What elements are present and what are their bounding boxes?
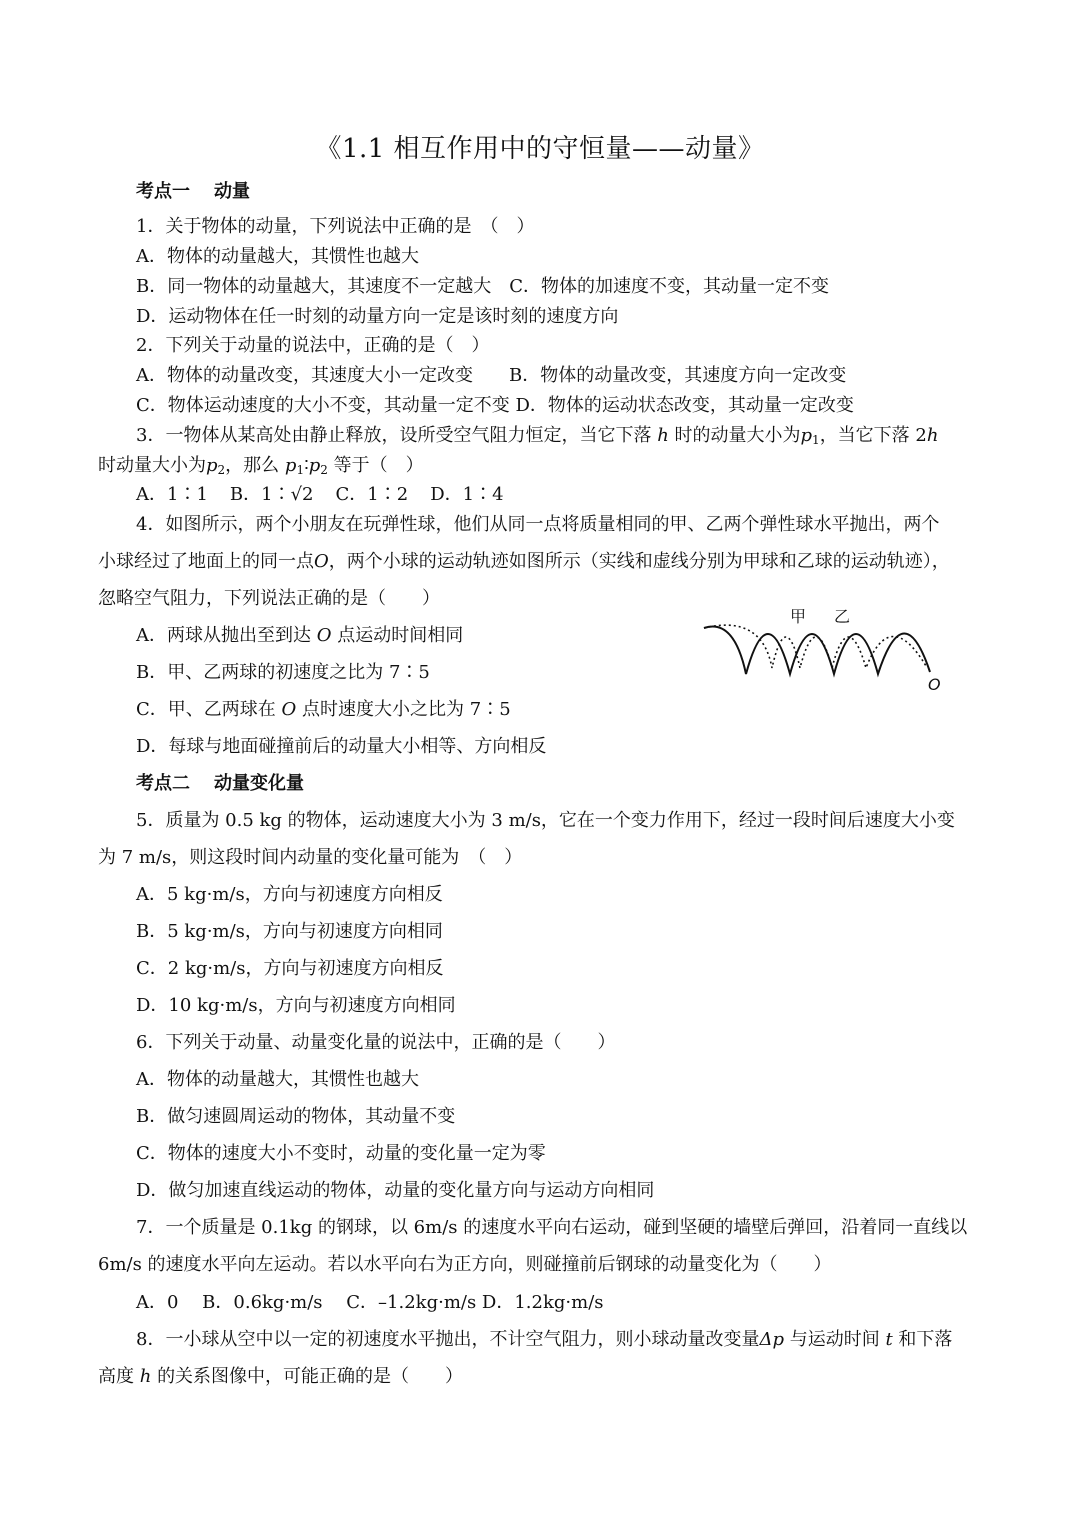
text-run: 时的动量大小为: [674, 425, 801, 446]
question-7-line-2: 6m/s 的速度水平向左运动。若以水平向右为正方向，则碰撞前后钢球的动量变化为（ ）: [98, 1254, 832, 1275]
subscript: 2: [320, 463, 328, 477]
section-label: 考点一: [136, 181, 190, 202]
question-8-line-1: [136, 1328, 982, 1352]
text-run: ，当它下落 2: [819, 425, 927, 446]
text-run: 点时速度大小之比为 7∶5: [302, 699, 511, 720]
question-1-option-a: A．物体的动量越大，其惯性也越大: [136, 246, 419, 267]
question-4-line-3: 忽略空气阻力，下列说法正确的是（ ）: [98, 588, 440, 609]
text-run: 小球经过了地面上的同一点: [98, 551, 314, 572]
question-1-options-bc: B．同一物体的动量越大，其速度不一定越大 C．物体的加速度不变，其动量一定不变: [136, 276, 829, 297]
text-run: 8．一小球从空中以一定的初速度水平抛出，不计空气阻力，则小球动量改变量: [136, 1329, 760, 1350]
section-name: 动量变化量: [214, 773, 304, 794]
question-8-line-2: [98, 1365, 982, 1389]
option-d: D．1∶4: [430, 484, 504, 505]
text-run: A．两球从抛出至到达: [136, 625, 311, 646]
label-jia: 甲: [790, 607, 807, 626]
question-4-option-d: D．每球与地面碰撞前后的动量大小相等、方向相反: [136, 736, 547, 757]
trajectory-jia-solid: [704, 626, 930, 674]
question-5-line-2: 为 7 m/s，则这段时间内动量的变化量可能为 （ ）: [98, 847, 523, 868]
var-o: O: [281, 699, 297, 720]
question-6-stem: 6．下列关于动量、动量变化量的说法中，正确的是（ ）: [136, 1032, 616, 1053]
question-6-option-a: A．物体的动量越大，其惯性也越大: [136, 1069, 419, 1090]
question-5-option-d: D．10 kg·m/s，方向与初速度方向相同: [136, 995, 456, 1016]
label-point-o: O: [928, 675, 941, 694]
question-5-option-a: A．5 kg·m/s，方向与初速度方向相反: [136, 884, 443, 905]
text-run: 和下落: [898, 1329, 953, 1350]
question-3-options: [136, 483, 982, 507]
question-6-option-c: C．物体的速度大小不变时，动量的变化量一定为零: [136, 1143, 546, 1164]
question-4-line-1: 4．如图所示，两个小朋友在玩弹性球，他们从同一点将质量相同的甲、乙两个弹性球水平抛出，两个: [136, 514, 940, 535]
var-t: t: [885, 1329, 893, 1350]
question-5-line-1: 5．质量为 0.5 kg 的物体，运动速度大小为 3 m/s，它在一个变力作用下，经过一段时间后速度大小变: [136, 810, 955, 831]
subscript: 2: [217, 463, 226, 477]
text-run: 时动量大小为: [98, 455, 206, 476]
var-p: p: [284, 455, 297, 476]
section-heading-1: [136, 180, 982, 204]
subscript: 1: [812, 433, 820, 447]
question-5-option-c: C．2 kg·m/s，方向与初速度方向相反: [136, 958, 444, 979]
question-3-line-2: [98, 454, 982, 482]
section-name: 动量: [214, 181, 250, 202]
section-label: 考点二: [136, 773, 190, 794]
question-1-stem: 1．关于物体的动量，下列说法中正确的是 （ ）: [136, 216, 535, 237]
var-h: h: [657, 425, 669, 446]
option-b: B．1∶√2: [229, 484, 314, 505]
bouncing-balls-figure: [700, 600, 950, 700]
question-7-options: A．0 B．0.6kg·m/s C．–1.2kg·m/s D．1.2kg·m/s: [136, 1292, 604, 1313]
question-7-line-1: 7．一个质量是 0.1kg 的钢球，以 6m/s 的速度水平向右运动，碰到坚硬的墙壁后弹回，沿着同一直线以: [136, 1217, 968, 1238]
question-4-option-c: [136, 698, 680, 722]
var-delta-p: Δp: [759, 1329, 784, 1350]
option-a: A．1∶1: [136, 484, 208, 505]
var-p: p: [800, 425, 813, 446]
subscript: 1: [296, 463, 305, 477]
text-run: ∶: [304, 455, 309, 476]
text-run: 3．一物体从某高处由静止释放，设所受空气阻力恒定，当它下落: [136, 425, 652, 446]
text-run: ，那么: [225, 455, 280, 476]
text-run: ，两个小球的运动轨迹如图所示（实线和虚线分别为甲球和乙球的运动轨迹），: [328, 551, 950, 572]
page-title: 《1.1 相互作用中的守恒量——动量》: [315, 134, 765, 164]
var-p: p: [206, 455, 218, 476]
text-run: 与运动时间: [789, 1329, 880, 1350]
question-1-option-d: D．运动物体在任一时刻的动量方向一定是该时刻的速度方向: [136, 306, 619, 327]
question-2-options-cd: C．物体运动速度的大小不变，其动量一定不变 D．物体的运动状态改变，其动量一定改变: [136, 395, 854, 416]
question-3-line-1: [136, 424, 982, 452]
question-5-option-b: B．5 kg·m/s，方向与初速度方向相同: [136, 921, 443, 942]
text-run: 等于（ ）: [333, 455, 424, 476]
text-run: C．甲、乙两球在: [136, 699, 276, 720]
question-4-line-2: [98, 550, 982, 574]
question-6-option-b: B．做匀速圆周运动的物体，其动量不变: [136, 1106, 456, 1127]
question-4-option-b: B．甲、乙两球的初速度之比为 7∶5: [136, 662, 430, 683]
question-2-stem: 2．下列关于动量的说法中，正确的是（ ）: [136, 335, 490, 356]
question-2-options-ab: A．物体的动量改变，其速度大小一定改变 B．物体的动量改变，其速度方向一定改变: [136, 365, 847, 386]
question-6-option-d: D．做匀加速直线运动的物体，动量的变化量方向与运动方向相同: [136, 1180, 655, 1201]
var-h: h: [139, 1366, 152, 1387]
text-run: 的关系图像中，可能正确的是（ ）: [157, 1366, 464, 1387]
var-o: O: [314, 551, 329, 572]
question-4-option-a: [136, 624, 680, 648]
label-yi: 乙: [834, 607, 851, 626]
var-o: O: [316, 625, 332, 646]
text-run: 高度: [98, 1366, 134, 1387]
text-run: 点运动时间相同: [337, 625, 464, 646]
var-p: p: [308, 455, 321, 476]
option-c: C．1∶2: [335, 484, 409, 505]
section-heading-2: [136, 772, 982, 796]
var-h: h: [926, 425, 939, 446]
